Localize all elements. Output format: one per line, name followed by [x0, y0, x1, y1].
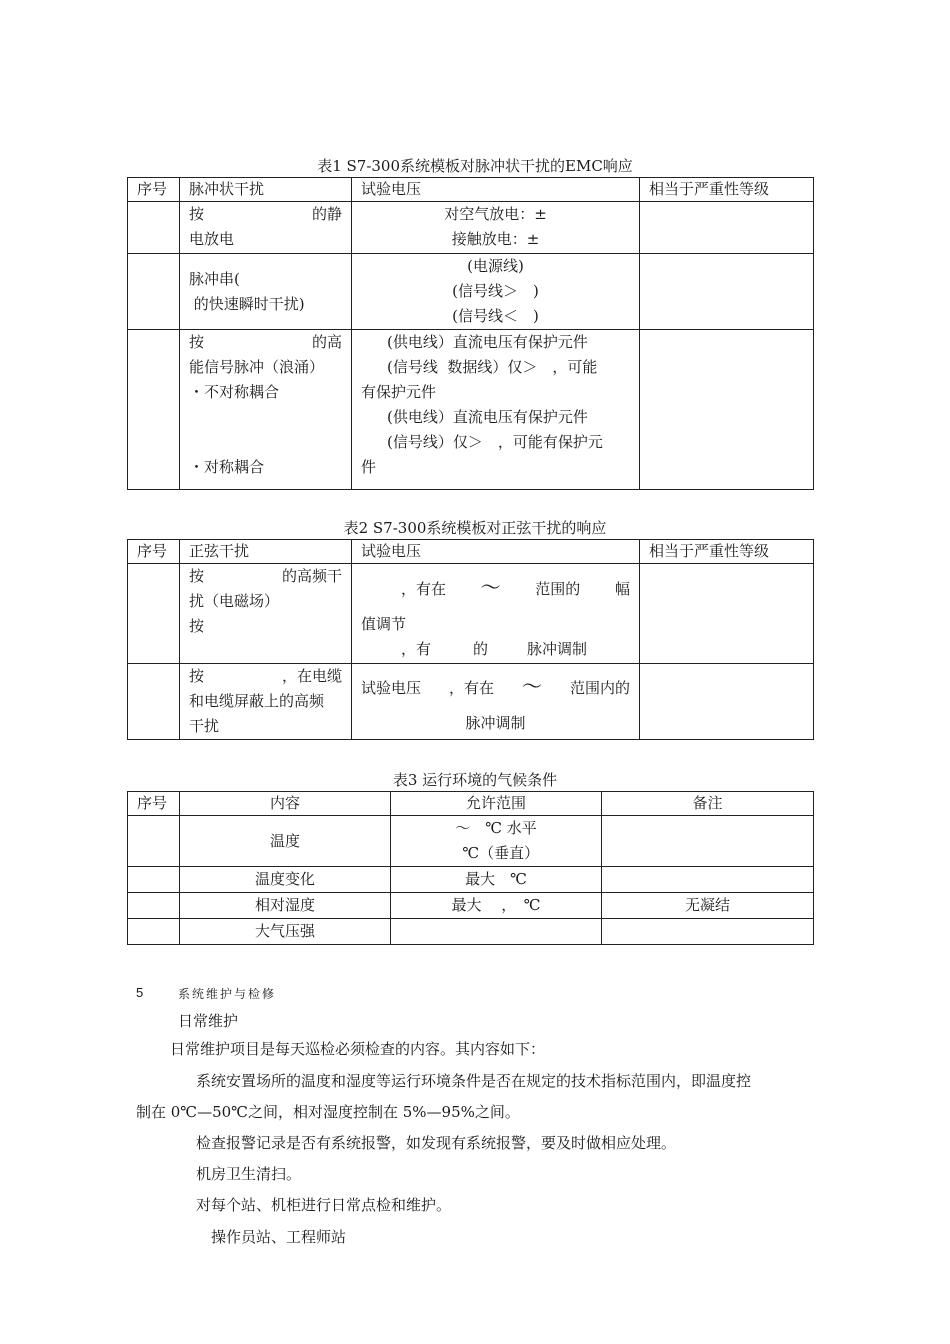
- cell-text: 范围的: [535, 580, 581, 598]
- cell-text: 按: [189, 205, 205, 223]
- index-cell: [128, 254, 180, 330]
- cell-line: 对空气放电：±: [444, 205, 547, 223]
- cell-text: 的静: [311, 205, 342, 223]
- cell-line: 和电缆屏蔽上的高频: [189, 692, 325, 710]
- cell-line: (信号线）仅＞ ，可能有保护元: [387, 433, 603, 451]
- table3: [127, 791, 814, 945]
- section-number: 5: [136, 985, 144, 1000]
- paragraph: 系统安置场所的温度和湿度等运行环境条件是否在规定的技术指标范围内，即温度控: [196, 1072, 752, 1090]
- cell-line: ℃（垂直）: [452, 844, 540, 862]
- header-cell: 试验电压: [352, 178, 640, 202]
- header-cell: 序号: [128, 178, 180, 202]
- cell-line: 能信号脉冲（浪涌）: [189, 358, 325, 376]
- range-cell: [391, 816, 602, 867]
- table-row: [128, 893, 814, 919]
- content-cell: 温度变化: [180, 867, 391, 893]
- paragraph: 操作员站、工程师站: [211, 1228, 347, 1246]
- table1-header-row: [128, 178, 814, 202]
- cell-line: 脉冲调制: [465, 714, 526, 732]
- header-cell: 序号: [128, 540, 180, 564]
- paragraph: 日常维护项目是每天巡检必须检查的内容。其内容如下：: [170, 1040, 546, 1058]
- tilde-symbol: ～: [522, 674, 542, 698]
- cell-text: ，有在: [449, 679, 495, 697]
- interference-cell: [180, 202, 352, 254]
- table-row: [128, 202, 814, 254]
- voltage-cell: [352, 202, 640, 254]
- range-cell: 最大 ， ℃: [391, 893, 602, 919]
- cell-text: 的高: [311, 333, 342, 351]
- cell-text: 试验电压: [361, 679, 422, 697]
- cell-line: [189, 664, 342, 689]
- voltage-cell: [352, 664, 640, 740]
- content-cell: 温度: [180, 816, 391, 867]
- cell-line: [189, 202, 342, 227]
- cell-text: ，有在: [401, 580, 447, 598]
- tilde-symbol: ～: [480, 575, 501, 599]
- header-cell: 试验电压: [352, 540, 640, 564]
- table3-header-row: [128, 792, 814, 816]
- cell-text: 的高频干: [281, 567, 342, 585]
- cell-line: 有保护元件: [361, 383, 437, 401]
- cell-line: 扰（电磁场）: [189, 592, 280, 610]
- cell-line: [361, 564, 630, 602]
- cell-text: 按: [189, 667, 205, 685]
- table1-caption: 表1 S7-300系统模板对脉冲状干扰的EMC响应: [317, 157, 633, 175]
- range-cell: 最大 ℃: [391, 867, 602, 893]
- voltage-cell: [352, 564, 640, 664]
- index-cell: [128, 202, 180, 254]
- table3-caption: 表3 运行环境的气候条件: [392, 771, 558, 789]
- cell-spacer: [189, 430, 342, 455]
- header-cell: 内容: [180, 792, 391, 816]
- table-row: [128, 816, 814, 867]
- header-cell: 正弦干扰: [180, 540, 352, 564]
- cell-text: 幅: [614, 580, 630, 598]
- header-cell: 相当于严重性等级: [640, 178, 814, 202]
- interference-cell: [180, 664, 352, 740]
- cell-line: 干扰: [189, 717, 220, 735]
- header-cell: 脉冲状干扰: [180, 178, 352, 202]
- table-row: [128, 564, 814, 664]
- interference-cell: [180, 254, 352, 330]
- cell-spacer: [189, 405, 342, 430]
- table-row: [128, 254, 814, 330]
- severity-cell: [640, 330, 814, 490]
- content-cell: 相对湿度: [180, 893, 391, 919]
- header-cell: 相当于严重性等级: [640, 540, 814, 564]
- table2-header-row: [128, 540, 814, 564]
- table-row: [128, 664, 814, 740]
- cell-line: (信号线＜ ): [452, 307, 539, 325]
- cell-text: ，有: [401, 640, 432, 658]
- table-row: [128, 330, 814, 490]
- paragraph: 对每个站、机柜进行日常点检和维护。: [196, 1196, 452, 1214]
- cell-line: ・不对称耦合: [189, 383, 280, 401]
- cell-line: (供电线）直流电压有保护元件: [387, 333, 588, 351]
- paragraph: 制在 0℃—50℃之间，相对湿度控制在 5%—95%之间。: [136, 1103, 520, 1121]
- cell-line: 接触放电：±: [451, 230, 540, 248]
- range-cell: [391, 919, 602, 945]
- cell-line: [189, 330, 342, 355]
- cell-line: ～ ℃ 水平: [455, 819, 537, 837]
- header-cell: 备注: [602, 792, 814, 816]
- cell-line: 脉冲串(: [189, 269, 240, 288]
- voltage-cell: [352, 254, 640, 330]
- severity-cell: [640, 664, 814, 740]
- cell-line: (电源线): [467, 257, 524, 275]
- cell-line: 的快速瞬时干扰): [189, 294, 305, 313]
- voltage-cell: [352, 330, 640, 490]
- cell-line: 件: [361, 458, 377, 476]
- cell-line: (供电线）直流电压有保护元件: [387, 408, 588, 426]
- cell-line: [361, 664, 630, 701]
- index-cell: [128, 564, 180, 664]
- table-row: [128, 919, 814, 945]
- cell-line: [361, 637, 630, 662]
- cell-text: 的: [473, 640, 489, 658]
- cell-text: 范围内的: [569, 679, 630, 697]
- cell-line: 值调节: [361, 615, 407, 633]
- severity-cell: [640, 202, 814, 254]
- index-cell: [128, 893, 180, 919]
- header-cell: 序号: [128, 792, 180, 816]
- content-cell: 大气压强: [180, 919, 391, 945]
- cell-line: 电放电: [189, 230, 235, 248]
- cell-text: 按: [189, 567, 205, 585]
- table-row: [128, 867, 814, 893]
- section-title: 系统维护与检修: [178, 987, 277, 1001]
- paragraph: 机房卫生清扫。: [196, 1165, 302, 1183]
- table2: [127, 539, 814, 740]
- cell-text: 按: [189, 333, 205, 351]
- cell-text: 脉冲调制: [527, 640, 588, 658]
- index-cell: [128, 664, 180, 740]
- index-cell: [128, 867, 180, 893]
- note-cell: [602, 919, 814, 945]
- cell-line: (信号线＞ ): [452, 282, 539, 300]
- header-cell: 允许范围: [391, 792, 602, 816]
- cell-line: [189, 564, 342, 589]
- note-cell: 无凝结: [602, 893, 814, 919]
- index-cell: [128, 919, 180, 945]
- cell-line: 按: [189, 617, 205, 635]
- interference-cell: [180, 330, 352, 490]
- interference-cell: [180, 564, 352, 664]
- cell-line: ・对称耦合: [189, 458, 265, 476]
- index-cell: [128, 816, 180, 867]
- severity-cell: [640, 254, 814, 330]
- table1: [127, 177, 814, 490]
- cell-text: ，在电缆: [281, 667, 342, 685]
- section-subtitle: 日常维护: [178, 1012, 239, 1030]
- cell-line: (信号线 数据线）仅＞ ，可能: [387, 358, 598, 376]
- note-cell: [602, 816, 814, 867]
- note-cell: [602, 867, 814, 893]
- severity-cell: [640, 564, 814, 664]
- paragraph: 检查报警记录是否有系统报警，如发现有系统报警，要及时做相应处理。: [196, 1134, 677, 1152]
- table2-caption: 表2 S7-300系统模板对正弦干扰的响应: [343, 519, 607, 537]
- index-cell: [128, 330, 180, 490]
